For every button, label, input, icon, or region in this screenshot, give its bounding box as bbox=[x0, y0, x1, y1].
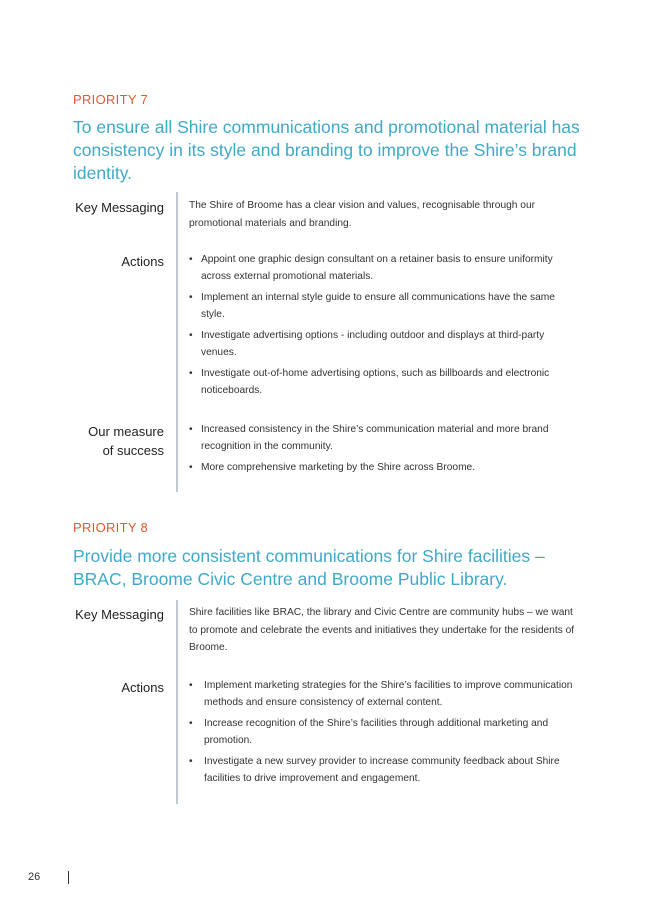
priority-8-label: PRIORITY 8 bbox=[73, 520, 149, 535]
priority-8-actions-label: Actions bbox=[121, 680, 164, 695]
priority-7-measures-list bbox=[189, 422, 579, 482]
list-item: • Appoint one graphic design consultant on a retainer basis to ensure uniformity across external promotional materials. bbox=[189, 252, 579, 285]
page-number: 26 bbox=[28, 871, 41, 883]
list-item: • Investigate advertising options - including outdoor and displays at third-party venues. bbox=[189, 328, 579, 361]
priority-7-key-messaging-text: The Shire of Broome has a clear vision and values, recognisable through our promotional materials and branding. bbox=[189, 200, 536, 229]
priority-7-label: PRIORITY 7 bbox=[73, 92, 149, 107]
footer-divider bbox=[68, 871, 69, 884]
priority-8-divider bbox=[176, 600, 178, 804]
priority-7-actions-label: Actions bbox=[121, 254, 164, 269]
list-item: • Investigate a new survey provider to increase community feedback about Shire facilities to drive improvement and engagement. bbox=[189, 754, 579, 787]
priority-7-measure-label: Our measure of success bbox=[88, 424, 164, 458]
list-item: • Investigate out-of-home advertising options, such as billboards and electronic noticeboards. bbox=[189, 366, 579, 399]
priority-8-actions-list bbox=[189, 678, 579, 792]
priority-8-key-messaging-label: Key Messaging bbox=[75, 607, 164, 622]
priority-8-key-messaging-text: Shire facilities like BRAC, the library and Civic Centre are community hubs – we want to promote and celebrate the events and initiatives they undertake for the residents of Broome. bbox=[189, 607, 575, 653]
priority-7-actions-list bbox=[189, 252, 579, 404]
list-item: • Implement an internal style guide to ensure all communications have the same style. bbox=[189, 290, 579, 323]
priority-7-divider bbox=[176, 192, 178, 492]
list-item: • Increased consistency in the Shire’s communication material and more brand recognition in the community. bbox=[189, 422, 579, 455]
priority-7-key-messaging-label: Key Messaging bbox=[75, 200, 164, 215]
list-item: • More comprehensive marketing by the Shire across Broome. bbox=[189, 460, 579, 477]
list-item: • Increase recognition of the Shire’s facilities through additional marketing and promotion. bbox=[189, 716, 579, 749]
list-item: • Implement marketing strategies for the Shire’s facilities to improve communication methods and ensure consistency of external content. bbox=[189, 678, 579, 711]
priority-7-heading: To ensure all Shire communications and promotional material has consistency in its style and branding to improve the Shire’s brand identity. bbox=[73, 117, 580, 183]
priority-8-heading: Provide more consistent communications for Shire facilities – BRAC, Broome Civic Centre and Broome Public Library. bbox=[73, 546, 545, 589]
